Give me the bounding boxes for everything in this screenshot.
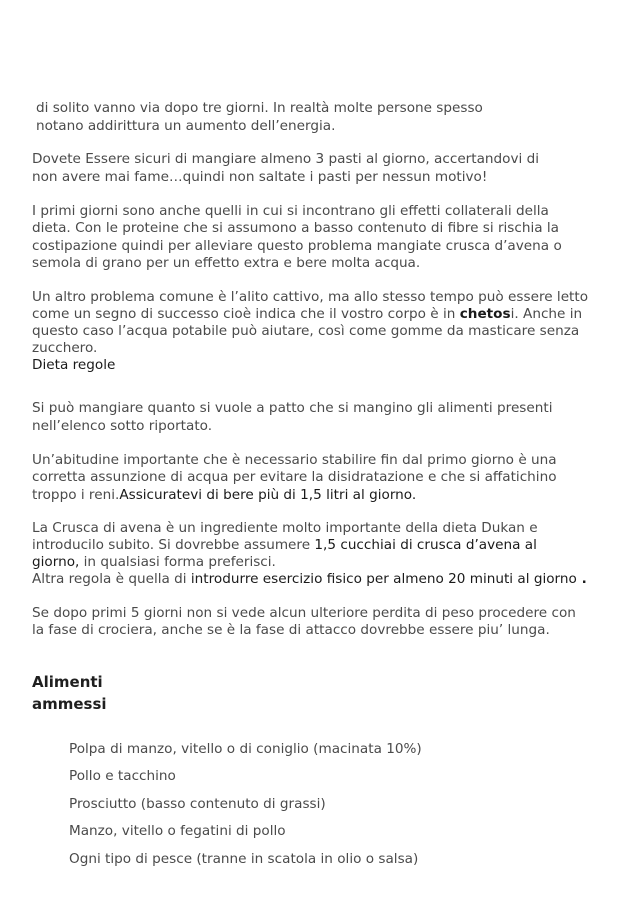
- paragraph-6-line-2-text: introducilo subito. Si dovrebbe assumere: [32, 537, 315, 553]
- paragraph-2-line-4: semola di grano per un effetto extra e bere molta acqua.: [32, 255, 421, 271]
- food-item: Ogni tipo di pesce (tranne in scatola in olio o salsa): [69, 851, 419, 867]
- section-title-line-2: ammessi: [32, 695, 107, 713]
- section-title-line-1: Alimenti: [32, 673, 103, 691]
- intro-line-1: di solito vanno via dopo tre giorni. In realtà molte persone spesso: [36, 100, 483, 116]
- paragraph-5-line-3-text: troppo i reni.: [32, 487, 120, 503]
- paragraph-1-line-2: non avere mai fame…quindi non saltate i pasti per nessun motivo!: [32, 169, 488, 185]
- food-item: Polpa di manzo, vitello o di coniglio (macinata 10%): [69, 741, 422, 757]
- ketosis-link[interactable]: chetos: [459, 306, 511, 322]
- paragraph-5-line-3: [32, 487, 416, 504]
- intro-line-2: notano addirittura un aumento dell’energia.: [36, 118, 336, 134]
- paragraph-6-line-4-period: .: [576, 571, 587, 587]
- paragraph-7-line-1: Se dopo primi 5 giorni non si vede alcun ulteriore perdita di peso procedere con: [32, 605, 576, 621]
- paragraph-6-line-4-text: Altra regola è quella di: [32, 571, 191, 587]
- paragraph-3-line-2-tail: i. Anche in: [510, 306, 583, 322]
- paragraph-2-line-3: costipazione quindi per alleviare questo problema mangiate crusca d’avena o: [32, 238, 562, 254]
- water-rule-link[interactable]: Assicuratevi di bere più di 1,5 litri al giorno.: [119, 487, 417, 503]
- paragraph-6-line-3-text: in qualsiasi forma preferisci.: [79, 554, 276, 570]
- oat-bran-link[interactable]: 1,5 cucchiai di crusca d’avena al: [314, 537, 537, 553]
- paragraph-7-line-2: la fase di crociera, anche se è la fase di attacco dovrebbe essere piu’ lunga.: [32, 622, 550, 638]
- paragraph-3-line-3: questo caso l’acqua potabile può aiutare, così come gomme da masticare senza: [32, 323, 580, 339]
- paragraph-5-line-2: corretta assunzione di acqua per evitare la disidratazione e che si affatichino: [32, 469, 557, 485]
- paragraph-6-line-4: [32, 571, 587, 588]
- paragraph-2-line-1: I primi giorni sono anche quelli in cui si incontrano gli effetti collaterali della: [32, 203, 549, 219]
- paragraph-3-line-1: Un altro problema comune è l’alito cattivo, ma allo stesso tempo può essere letto: [32, 289, 589, 305]
- paragraph-3-line-2: [32, 306, 582, 323]
- food-item: Manzo, vitello o fegatini di pollo: [69, 823, 286, 839]
- paragraph-2-line-2: dieta. Con le proteine che si assumono a basso contenuto di fibre si rischia la: [32, 220, 560, 236]
- diet-rules-link[interactable]: Dieta regole: [32, 357, 116, 373]
- paragraph-1-line-1: Dovete Essere sicuri di mangiare almeno 3 pasti al giorno, accertandovi di: [32, 151, 540, 167]
- food-item: Pollo e tacchino: [69, 768, 176, 784]
- paragraph-6-line-1: La Crusca di avena è un ingrediente molto importante della dieta Dukan e: [32, 520, 538, 536]
- exercise-link[interactable]: introdurre esercizio fisico per almeno 20 minuti al giorno: [190, 571, 577, 587]
- paragraph-4-line-1: Si può mangiare quanto si vuole a patto che si mangino gli alimenti presenti: [32, 400, 553, 416]
- paragraph-3-line-2-text: come un segno di successo cioè indica che il vostro corpo è in: [32, 306, 460, 322]
- paragraph-6-line-2: [32, 537, 537, 554]
- paragraph-6-line-3: [32, 554, 276, 571]
- oat-bran-link-tail[interactable]: giorno,: [32, 554, 80, 570]
- food-item: Prosciutto (basso contenuto di grassi): [69, 796, 326, 812]
- paragraph-5-line-1: Un’abitudine importante che è necessario stabilire fin dal primo giorno è una: [32, 452, 557, 468]
- paragraph-3-line-4: zucchero.: [32, 340, 98, 356]
- paragraph-4-line-2: nell’elenco sotto riportato.: [32, 418, 213, 434]
